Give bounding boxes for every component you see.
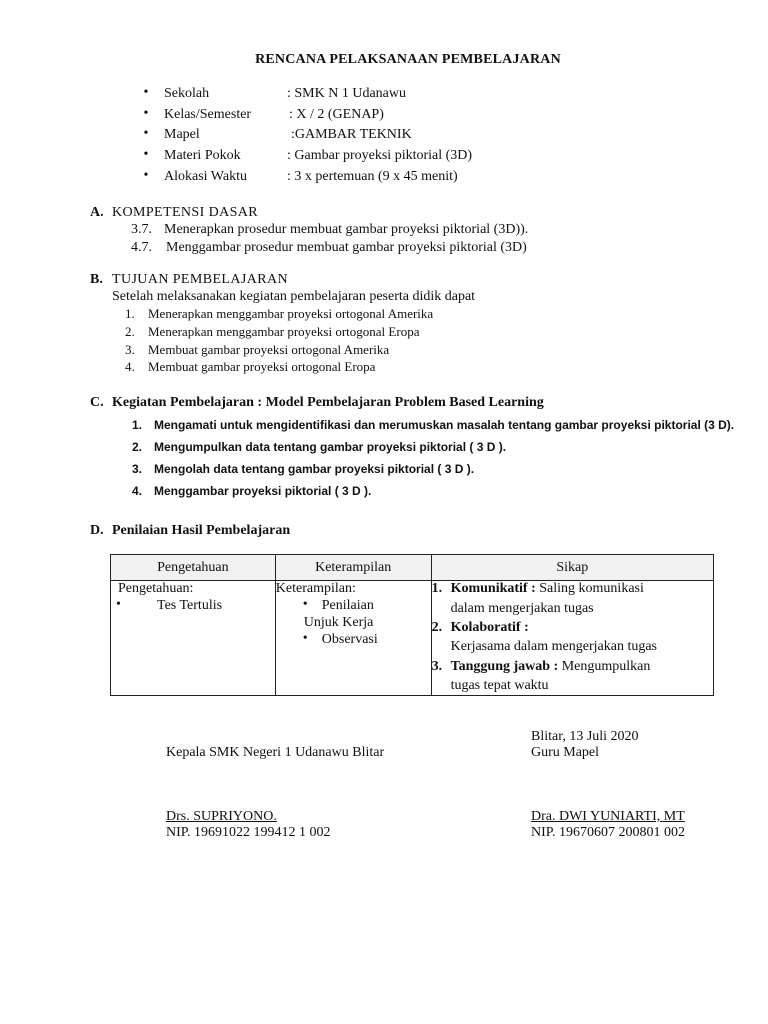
cell-bullet-text-cont: Unjuk Kerja	[303, 615, 374, 630]
step-text: Menggambar proyeksi piktorial ( 3 D ).	[154, 484, 372, 498]
section-intro: Setelah melaksanakan kegiatan pembelajaran peserta didik dapat	[112, 289, 476, 304]
cell-label: Keterampilan:	[275, 581, 356, 596]
left-role: Kepala SMK Negeri 1 Udanawu Blitar	[166, 745, 385, 760]
identity-label-sekolah: Sekolah	[164, 86, 210, 101]
header-keterampilan: Keterampilan	[275, 555, 431, 581]
sikap-number: 1.	[431, 581, 443, 596]
step-number: 3.	[132, 462, 143, 476]
list-number: 2.	[125, 324, 135, 339]
kd-text: Menggambar prosedur membuat gambar proyeksi piktorial (3D)	[166, 240, 527, 255]
section-heading: KOMPETENSI DASAR	[112, 205, 259, 220]
sikap-item-title: Komunikatif :	[450, 581, 536, 596]
sikap-item-cont: dalam mengerjakan tugas	[450, 601, 594, 616]
list-item: Menerapkan menggambar proyeksi ortogonal Eropa	[148, 324, 420, 339]
sikap-item-cont: tugas tepat waktu	[450, 678, 549, 693]
table-header-row	[111, 555, 714, 581]
step-text: Mengolah data tentang gambar proyeksi piktorial ( 3 D ).	[154, 462, 475, 476]
sikap-number: 2.	[431, 620, 443, 635]
bullet-mark: •	[143, 85, 149, 100]
cell-pengetahuan	[111, 581, 276, 696]
identity-value-materi: : Gambar proyeksi piktorial (3D)	[287, 148, 473, 163]
list-number: 3.	[125, 342, 135, 357]
list-number: 4.	[125, 359, 135, 374]
kd-text: Menerapkan prosedur membuat gambar proyeksi piktorial (3D)).	[164, 222, 529, 237]
sikap-item	[451, 581, 644, 597]
sikap-item-text: Mengumpulkan	[558, 659, 651, 674]
cell-keterampilan	[275, 581, 431, 696]
identity-label-alokasi: Alokasi Waktu	[164, 169, 247, 184]
bullet-mark: •	[302, 597, 308, 612]
assessment-table	[110, 554, 714, 696]
sikap-item	[451, 620, 529, 636]
list-item: Membuat gambar proyeksi ortogonal Eropa	[148, 359, 376, 374]
section-letter: C.	[90, 395, 104, 410]
cell-bullet-text: Penilaian	[321, 598, 374, 613]
document-title: RENCANA PELAKSANAAN PEMBELAJARAN	[255, 52, 561, 67]
cell-bullet-text: Tes Tertulis	[157, 598, 223, 613]
identity-label-materi: Materi Pokok	[164, 148, 241, 163]
right-signatory-name: Dra. DWI YUNIARTI, MT	[531, 809, 685, 824]
cell-bullet-text: Observasi	[321, 632, 378, 647]
right-nip: NIP. 19670607 200801 002	[531, 825, 686, 840]
left-nip: NIP. 19691022 199412 1 002	[166, 825, 331, 840]
sikap-item-text: Saling komunikasi	[535, 581, 644, 596]
identity-label-kelas: Kelas/Semester	[164, 107, 252, 122]
place-date: Blitar, 13 Juli 2020	[531, 729, 639, 744]
section-letter: B.	[90, 272, 103, 287]
list-number: 1.	[125, 306, 135, 321]
bullet-mark: •	[116, 597, 121, 612]
sikap-item-title: Kolaboratif :	[450, 620, 529, 635]
section-heading: Kegiatan Pembelajaran : Model Pembelajaran Problem Based Learning	[112, 395, 544, 410]
section-letter: A.	[90, 205, 104, 220]
list-item: Membuat gambar proyeksi ortogonal Amerika	[148, 342, 390, 357]
section-letter: D.	[90, 523, 104, 538]
section-heading: TUJUAN PEMBELAJARAN	[112, 272, 288, 287]
bullet-mark: •	[143, 106, 149, 121]
cell-sikap	[431, 581, 713, 696]
header-pengetahuan: Pengetahuan	[111, 555, 276, 581]
sikap-number: 3.	[431, 659, 443, 674]
step-text: Mengumpulkan data tentang gambar proyeksi piktorial ( 3 D ).	[154, 440, 507, 454]
sikap-item-title: Tanggung jawab :	[450, 659, 559, 674]
section-heading: Penilaian Hasil Pembelajaran	[112, 523, 291, 538]
table-row	[111, 581, 714, 696]
bullet-mark: •	[302, 631, 308, 646]
step-number: 4.	[132, 484, 143, 498]
step-text: Mengamati untuk mengidentifikasi dan merumuskan masalah tentang gambar proyeksi piktorial (3 D).	[154, 418, 735, 432]
identity-value-mapel: :GAMBAR TEKNIK	[291, 127, 412, 142]
sikap-item	[451, 659, 651, 675]
bullet-mark: •	[143, 147, 149, 162]
list-item: Menerapkan menggambar proyeksi ortogonal Amerika	[148, 306, 434, 321]
identity-label-mapel: Mapel	[164, 127, 200, 142]
identity-value-alokasi: : 3 x pertemuan (9 x 45 menit)	[287, 169, 458, 184]
cell-label: Pengetahuan:	[118, 581, 194, 596]
sikap-item-cont: Kerjasama dalam mengerjakan tugas	[450, 639, 657, 654]
bullet-mark: •	[143, 126, 149, 141]
kd-number: 3.7.	[131, 222, 152, 237]
step-number: 2.	[132, 440, 143, 454]
step-number: 1.	[132, 418, 143, 432]
bullet-mark: •	[143, 168, 149, 183]
identity-value-sekolah: : SMK N 1 Udanawu	[287, 86, 406, 101]
right-role: Guru Mapel	[531, 745, 600, 760]
kd-number: 4.7.	[131, 240, 152, 255]
identity-value-kelas: : X / 2 (GENAP)	[289, 107, 384, 122]
left-signatory-name: Drs. SUPRIYONO.	[166, 809, 277, 824]
header-sikap: Sikap	[431, 555, 713, 581]
